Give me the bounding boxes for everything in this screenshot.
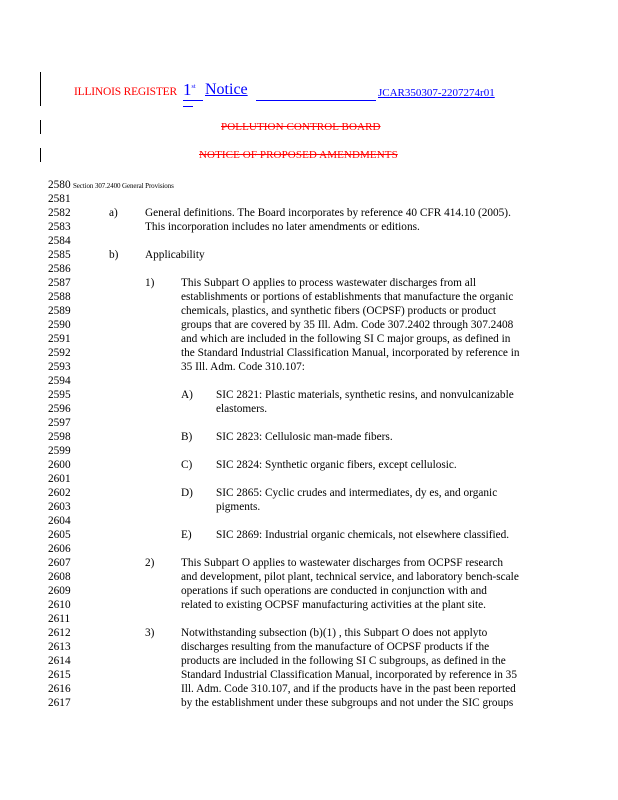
item-b1-line-3: chemicals, plastics, and synthetic fibers (OCPSF) products or product [181,305,496,317]
line-number: 2608 [48,571,71,583]
line-number: 2598 [48,431,71,443]
line-number: 2607 [48,557,71,569]
line-number: 2600 [48,459,71,471]
line-number: 2611 [48,613,71,625]
line-number: 2588 [48,291,71,303]
line-number: 2617 [48,697,71,709]
jcar-id: JCAR350307-2207274r01 [378,87,495,99]
line-number: 2601 [48,473,71,485]
line-number: 2580 [48,179,71,191]
page-marker-sup: st [191,84,196,90]
page-marker [183,80,196,100]
line-number: 2606 [48,543,71,555]
line-number: 2599 [48,445,71,457]
item-b3-line-4: Standard Industrial Classification Manual, incorporated by reference in 35 [181,669,517,681]
line-number: 2589 [48,305,71,317]
line-number: 2596 [48,403,71,415]
item-a-label: a) [109,207,118,219]
sic-d-label: D) [181,487,193,499]
sic-e-label: E) [181,529,192,541]
line-number: 2583 [48,221,71,233]
line-number: 2616 [48,683,71,695]
line-number: 2613 [48,641,71,653]
line-number: 2592 [48,347,71,359]
sic-a-line-2: elastomers. [216,403,268,415]
item-b2-line-2: and development, pilot plant, technical service, and laboratory bench-scale [181,571,519,583]
line-number: 2587 [48,277,71,289]
page-marker-number: 1 [183,80,192,99]
item-b2-line-1: This Subpart O applies to wastewater discharges from OCPSF research [181,557,503,569]
sic-c-label: C) [181,459,193,471]
item-b1-line-7: 35 Ill. Adm. Code 310.107: [181,361,305,373]
line-number: 2610 [48,599,71,611]
sic-e-line-1: SIC 2869: Industrial organic chemicals, not elsewhere classified. [216,529,510,541]
sic-c-line-1: SIC 2824: Synthetic organic fibers, except cellulosic. [216,459,457,471]
sic-b-label: B) [181,431,193,443]
sic-a-line-1: SIC 2821: Plastic materials, synthetic resins, and nonvulcanizable [216,389,514,401]
item-b3-line-1: Notwithstanding subsection (b)(1) , this Subpart O does not applyto [181,627,488,639]
change-bar-notice [40,148,41,162]
item-b3-line-5: Ill. Adm. Code 310.107, and if the products have in the past been reported [181,683,516,695]
section-heading: Section 307.2400 General Provisions [73,182,174,190]
item-b1-line-4: groups that are covered by 35 Ill. Adm. Code 307.2402 through 307.2408 [181,319,514,331]
item-b2-line-4: related to existing OCPSF manufacturing activities at the plant site. [181,599,486,611]
line-number: 2585 [48,249,71,261]
line-number: 2586 [48,263,71,275]
item-b1-line-1: This Subpart O applies to process wastewater discharges from all [181,277,477,289]
item-b1-line-2: establishments or portions of establishments that manufacture the organic [181,291,514,303]
line-number: 2612 [48,627,71,639]
line-number: 2614 [48,655,71,667]
item-b-label: b) [109,249,119,261]
line-number: 2595 [48,389,71,401]
item-b1-label: 1) [145,277,155,289]
board-title: POLLUTION CONTROL BOARD [221,121,381,133]
line-number: 2605 [48,529,71,541]
change-bar-board [40,120,41,134]
item-b-title: Applicability [145,249,205,261]
line-number: 2603 [48,501,71,513]
notice-label: Notice [205,81,248,98]
item-b3-label: 3) [145,627,155,639]
item-a-line-2: This incorporation includes no later amendments or editions. [145,221,420,233]
line-number: 2593 [48,361,71,373]
line-number: 2584 [48,235,71,247]
line-number: 2591 [48,333,71,345]
line-number: 2590 [48,319,71,331]
item-b3-line-2: discharges resulting from the manufacture of OCPSF products if the [181,641,490,653]
line-number: 2604 [48,515,71,527]
line-number: 2582 [48,207,71,219]
sic-d-line-2: pigments. [216,501,261,513]
line-number: 2615 [48,669,71,681]
item-b1-line-6: the Standard Industrial Classification Manual, incorporated by reference in [181,347,520,359]
item-a-line-1: General definitions. The Board incorporates by reference 40 CFR 414.10 (2005). [145,207,511,219]
item-b3-line-6: by the establishment under these subgroups and not under the SIC groups [181,697,514,709]
line-number: 2597 [48,417,71,429]
line-number: 2609 [48,585,71,597]
marker-underline-2 [183,106,193,107]
notice-title: NOTICE OF PROPOSED AMENDMENTS [199,149,398,161]
line-number: 2602 [48,487,71,499]
item-b3-line-3: products are included in the following SI C subgroups, as defined in the [181,655,506,667]
marker-underline-1 [183,100,203,101]
sic-d-line-1: SIC 2865: Cyclic crudes and intermediates, dy es, and organic [216,487,498,499]
line-number: 2581 [48,193,71,205]
sic-a-label: A) [181,389,193,401]
line-number: 2594 [48,375,71,387]
item-b2-line-3: operations if such operations are conducted in conjunction with and [181,585,487,597]
item-b2-label: 2) [145,557,155,569]
change-bar-header [40,72,41,106]
header-rule [256,100,376,101]
register-title: ILLINOIS REGISTER [74,86,177,98]
sic-b-line-1: SIC 2823: Cellulosic man-made fibers. [216,431,393,443]
item-b1-line-5: and which are included in the following SI C major groups, as defined in [181,333,511,345]
